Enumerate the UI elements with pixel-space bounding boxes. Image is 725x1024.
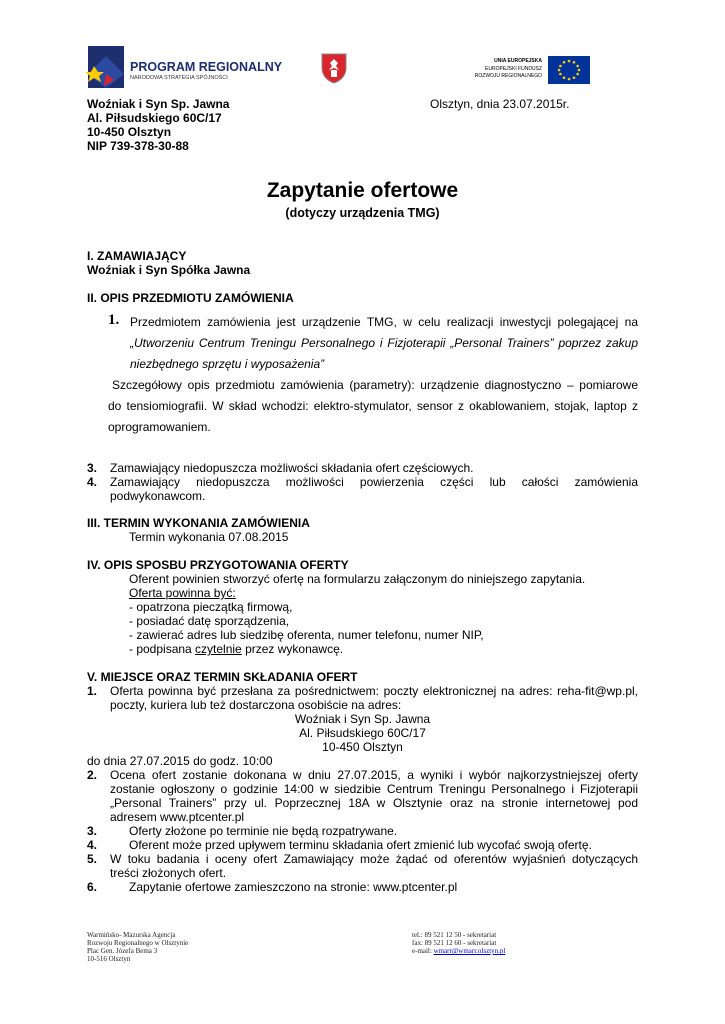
section5-item3: Oferty złożone po terminie nie będą rozpatrywane. [129,824,398,838]
section5-item5-line2: treści złożonych ofert. [110,866,227,880]
coat-of-arms-icon [320,52,348,84]
footer-left-line3: Plac Gen. Józefa Bema 3 [87,947,158,955]
footer-left-line4: 10-516 Olsztyn [87,955,131,963]
section5-item2-line2: zostanie ogłoszony o godzinie 14:00 w siedzibie Centrum Treningu Personalnego i Fizjoterapii [110,782,638,796]
footer-left-line2: Rozwoju Regionalnego w Olsztynie [87,939,189,947]
program-regionalny-logo [84,44,283,90]
section4-line1: Oferent powinien stworzyć ofertę na formularzu załączonym do niniejszego zapytania. [129,572,586,586]
section4-line4: - posiadać datę sporządzenia, [129,614,290,628]
section5-item5-line1: W toku badania i oceny ofert Zamawiający może żądać od oferentów wyjaśnień dotyczących [110,852,638,866]
page-subtitle: (dotyczy urządzenia TMG) [285,206,440,220]
footer-right-line3 [412,947,505,955]
section5-address-city: 10-450 Olsztyn [322,740,403,754]
section3-heading: III. TERMIN WYKONANIA ZAMÓWIENIA [87,516,310,530]
section4-line6-b: czytelnie [195,642,242,656]
program-regionalny-emblem-icon [84,44,128,90]
section5-item4-number: 4. [87,838,98,852]
eu-line2: EUROPEJSKI FUNDUSZ [485,66,542,72]
section2-item1-line1: Przedmiotem zamówienia jest urządzenie TMG, w celu realizacji inwestycji polegającej na [130,315,638,329]
section2-item4-number: 4. [87,475,98,489]
section2-item1-line3: niezbędnego sprzętu i wyposażenia” [130,357,325,371]
section1-body: Woźniak i Syn Spółka Jawna [87,263,251,277]
section5-item2-number: 2. [87,768,98,782]
section4-line6 [129,642,343,656]
section5-item3-number: 3. [87,824,98,838]
program-subtitle: NARODOWA STRATEGIA SPÓJNOŚCI [130,75,228,81]
section5-item1-line1: Oferta powinna być przesłana za pośrednictwem: poczty elektronicznej na adres: reha-fit@wp.pl, [110,684,638,698]
section5-item6-number: 6. [87,880,98,894]
section2-desc-line1: Szczegółowy opis przedmiotu zamówienia (parametry): urządzenie diagnostyczno – pomiarowe [112,378,638,392]
footer-email-link[interactable]: wmarr@wmarr.olsztyn.pl [433,947,506,955]
section5-item2-line4: adresem www.ptcenter.pl [110,810,245,824]
sender-name: Woźniak i Syn Sp. Jawna [87,97,230,111]
section4-heading: IV. OPIS SPOSBU PRZYGOTOWANIA OFERTY [87,558,349,572]
section4-line5: - zawierać adres lub siedzibę oferenta, numer telefonu, numer NIP, [129,628,484,642]
footer-email-label: e-mail: [412,947,434,955]
footer-left-line1: Warmińsko- Mazurska Agencja [87,931,176,939]
section5-item2-line1: Ocena ofert zostanie dokonana w dniu 27.07.2015, a wyniki i wybór najkorzystniejszej oferty [110,768,638,782]
sender-nip: NIP 739-378-30-88 [87,139,189,153]
section2-item1-line2: „Utworzeniu Centrum Treningu Personalnego i Fizjoterapii „Personal Trainers” poprzez zakup [130,336,638,350]
section5-item6: Zapytanie ofertowe zamieszczono na stronie: www.ptcenter.pl [129,880,458,894]
regional-coat-of-arms [320,52,348,87]
section2-item4-line1: Zamawiający niedopuszcza możliwości powierzenia części lub całości zamówienia [110,475,638,489]
sender-city: 10-450 Olsztyn [87,125,172,139]
section2-heading: II. OPIS PRZEDMIOTU ZAMÓWIENIA [87,291,294,305]
section5-item5-number: 5. [87,852,98,866]
date-line: Olsztyn, dnia 23.07.2015r. [430,97,570,111]
eu-line3: ROZWOJU REGIONALNEGO [474,73,542,79]
section5-heading: V. MIEJSCE ORAZ TERMIN SKŁADANIA OFERT [87,670,358,684]
sender-street: Al. Piłsudskiego 60C/17 [87,111,222,125]
section4-line6-a: - podpisana [129,642,196,656]
eu-flag-icon [548,56,590,84]
section2-desc-line2: do tensiomiografii. W skład wchodzi: elektro-stymulator, sensor z okablowaniem, stojak, laptop z [108,399,638,413]
section5-item2-line3: „Personal Trainers” przy ul. Poprzecznej 18A w Olsztynie oraz na stronie internetowej pod [110,796,638,810]
footer-right-line1: tel.: 89 521 12 50 - sekretariat [412,931,497,939]
page-title: Zapytanie ofertowe [266,179,459,202]
section5-item4: Oferent może przed upływem terminu składania ofert zmienić lub wycofać swoją ofertę. [129,838,592,852]
section4-line6-c: przez wykonawcę. [241,642,344,656]
section2-item3-number: 3. [87,461,98,475]
section2-item4-line2: podwykonawcom. [110,489,206,503]
section2-desc-line3: oprogramowaniem. [108,420,211,434]
section4-line2: Oferta powinna być: [129,586,236,600]
section3-body: Termin wykonania 07.08.2015 [129,530,289,544]
section4-line3: - opatrzona pieczątką firmową, [129,600,293,614]
eu-line1: UNIA EUROPEJSKA [494,58,542,64]
footer-right-line2: fax: 89 521 12 60 - sekretariat [412,939,497,947]
section1-heading: I. ZAMAWIAJĄCY [87,249,187,263]
section5-address-street: Al. Piłsudskiego 60C/17 [299,726,426,740]
section5-deadline: do dnia 27.07.2015 do godz. 10:00 [87,754,273,768]
program-title: PROGRAM REGIONALNY [130,60,283,74]
section2-item1-number: 1. [108,312,120,328]
section5-item1-line2: poczty, kuriera lub też dostarczona osobiście na adres: [110,698,402,712]
section2-item3: Zamawiający niedopuszcza możliwości składania ofert częściowych. [110,461,474,475]
eu-logo [470,56,590,84]
section5-address-name: Woźniak i Syn Sp. Jawna [294,712,431,726]
section5-item1-number: 1. [87,684,98,698]
